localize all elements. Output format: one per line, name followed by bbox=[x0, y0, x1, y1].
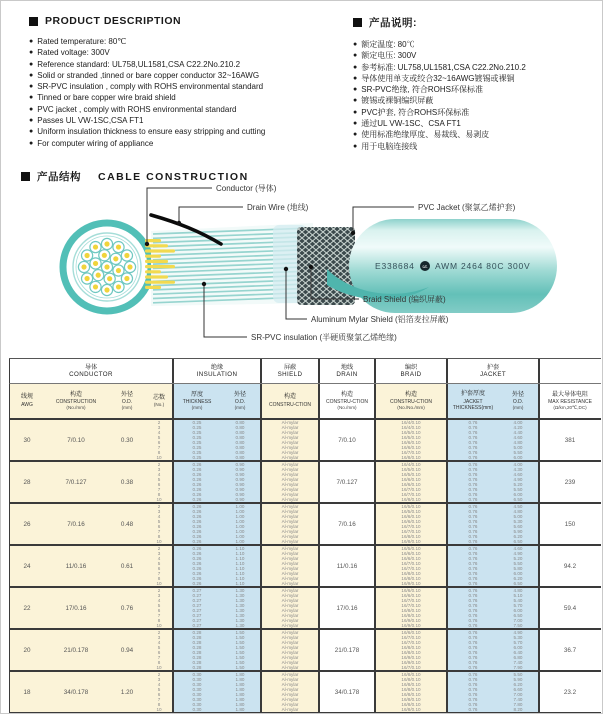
bullet-icon: ● bbox=[29, 71, 34, 79]
bullet-item bbox=[29, 126, 344, 137]
table-row bbox=[10, 628, 601, 670]
cell-awg: 22 bbox=[23, 604, 31, 612]
bullet-text: For computer wiring of appliance bbox=[37, 138, 154, 148]
cell-conductor-od: 0.38 bbox=[120, 478, 134, 486]
group-braid: 编织 BRAID bbox=[376, 359, 448, 383]
cell-awg: 26 bbox=[23, 520, 31, 528]
header-ins-od: 外径 O.D. (mm) bbox=[233, 391, 246, 410]
product-description-cn-title bbox=[353, 15, 598, 30]
bullet-icon: ● bbox=[353, 86, 358, 94]
bullet-item bbox=[29, 36, 344, 47]
cell-cores: 2 3 4 5 6 7 8 10 bbox=[156, 462, 162, 502]
bullet-text: Rated voltage: 300V bbox=[37, 48, 110, 58]
cell-construction: 7/0.10 bbox=[67, 436, 85, 444]
product-description-title-text: PRODUCT DESCRIPTION bbox=[45, 15, 182, 27]
table-row bbox=[10, 502, 601, 544]
header-jacket-thickness: 护套厚度 JACKET THICKNESS(mm) bbox=[452, 391, 494, 411]
section-square-icon bbox=[29, 17, 38, 26]
bullet-icon: ● bbox=[353, 120, 358, 128]
cell-resistance: 23.2 bbox=[563, 688, 577, 696]
bullet-item bbox=[29, 81, 344, 92]
bullet-icon: ● bbox=[29, 128, 34, 136]
cable-construction-diagram bbox=[1, 170, 603, 358]
table-row bbox=[10, 586, 601, 628]
cell-jacket-od: 4.90 5.30 5.70 6.00 6.40 6.80 7.40 7.90 bbox=[513, 630, 523, 670]
spec-table-rows bbox=[9, 420, 601, 714]
cell-jacket-thickness: 0.76 0.76 0.76 0.76 0.76 0.76 0.76 0.76 bbox=[468, 630, 478, 670]
bullet-icon: ● bbox=[353, 74, 358, 82]
bullet-item bbox=[353, 129, 598, 140]
bullet-text: 导体使用单支或绞合32~16AWG镀锡或裸铜 bbox=[361, 73, 515, 83]
bullet-item bbox=[29, 104, 344, 115]
cell-resistance: 36.7 bbox=[563, 646, 577, 654]
bullet-text: 用于电脑连接线 bbox=[361, 141, 418, 151]
bullet-item bbox=[353, 84, 598, 95]
cell-braid: 16/6/0.10 16/6/0.10 16/7/0.10 16/7/0.10 16/8/0.10 16/8/0.10 16/9/0.10 16/9/0.10 bbox=[401, 588, 421, 628]
cell-conductor-od: 0.30 bbox=[120, 436, 134, 444]
bullet-item bbox=[29, 59, 344, 70]
bullet-text: 额定电压: 300V bbox=[361, 51, 417, 61]
cell-ins-od: 1.50 1.50 1.50 1.50 1.50 1.50 1.50 1.50 bbox=[235, 630, 245, 670]
header-resistance: 最大导体电阻 MAX RESISTANCE (Ω/km,20℃,DC) bbox=[548, 391, 592, 410]
cell-awg: 24 bbox=[23, 562, 31, 570]
cell-awg: 20 bbox=[23, 646, 31, 654]
header-conductor-od: 外径 O.D. (mm) bbox=[120, 391, 133, 410]
cell-shield: Al-mylar Al-mylar Al-mylar Al-mylar Al-mylar Al-mylar Al-mylar Al-mylar bbox=[281, 588, 299, 628]
bullet-icon: ● bbox=[353, 131, 358, 139]
bullet-item bbox=[29, 92, 344, 103]
bullet-icon: ● bbox=[353, 142, 358, 150]
table-sub-header bbox=[9, 384, 601, 420]
bullet-icon: ● bbox=[29, 60, 34, 68]
cell-jacket-thickness: 0.76 0.76 0.76 0.76 0.76 0.76 0.76 0.76 bbox=[468, 588, 478, 628]
bullet-icon: ● bbox=[29, 94, 34, 102]
construction-title-cn: 产品结构 bbox=[37, 171, 81, 183]
cell-drain: 7/0.10 bbox=[338, 436, 356, 444]
label-conductor: Conductor (导体) bbox=[216, 184, 277, 193]
bullet-text: Passes UL VW-1SC,CSA FT1 bbox=[37, 116, 144, 126]
cell-braid: 16/4/0.10 16/4/0.10 16/5/0.10 16/5/0.10 16/6/0.10 16/6/0.10 16/7/0.10 16/8/0.10 bbox=[401, 420, 421, 460]
cell-conductor-od: 0.48 bbox=[120, 520, 134, 528]
header-awg: 线规 AWG bbox=[20, 394, 33, 408]
header-ins-thickness: 厚度 THICKNESS (mm) bbox=[182, 391, 212, 410]
cell-construction: 34/0.178 bbox=[63, 688, 89, 696]
cell-cores: 2 3 4 5 6 7 8 10 bbox=[156, 588, 162, 628]
cell-cores: 2 3 4 5 6 7 8 10 bbox=[156, 504, 162, 544]
bullet-item bbox=[353, 62, 598, 73]
cell-shield: Al-mylar Al-mylar Al-mylar Al-mylar Al-mylar Al-mylar Al-mylar Al-mylar bbox=[281, 630, 299, 670]
group-drain: 地线 DRAIN bbox=[320, 359, 376, 383]
bullet-text: 参考标准: UL758,UL1581,CSA C22.2No.210.2 bbox=[361, 62, 526, 72]
cell-ins-thickness: 0.28 0.28 0.28 0.28 0.28 0.28 0.28 0.28 bbox=[192, 630, 202, 670]
bullet-text: PVC护套, 符合ROHS环保标准 bbox=[361, 107, 470, 117]
label-drain-wire: Drain Wire (地线) bbox=[247, 203, 309, 212]
bullet-icon: ● bbox=[353, 41, 358, 48]
cell-conductor-od: 0.94 bbox=[120, 646, 134, 654]
cell-jacket-thickness: 0.76 0.76 0.76 0.76 0.76 0.76 0.76 0.76 bbox=[468, 672, 478, 712]
bullet-text: 额定温度: 80℃ bbox=[361, 40, 415, 49]
cell-jacket-thickness: 0.76 0.76 0.76 0.76 0.76 0.76 0.76 0.76 bbox=[468, 420, 478, 460]
cell-ins-thickness: 0.26 0.26 0.26 0.26 0.26 0.26 0.26 0.26 bbox=[192, 546, 202, 586]
cell-ins-od: 0.80 0.80 0.80 0.80 0.80 0.80 0.80 0.80 bbox=[235, 420, 245, 460]
bullet-text: 使用标准绝缘厚度、易裁线、易剥皮 bbox=[361, 130, 490, 140]
bullet-item bbox=[353, 39, 598, 50]
label-braid-shield: Braid Shield (编织屏蔽) bbox=[363, 295, 446, 304]
bullet-text: SR-PVC绝缘, 符合ROHS环保标准 bbox=[361, 85, 484, 95]
bullet-text: Rated temperature: 80℃ bbox=[37, 37, 127, 46]
group-resistance-spacer bbox=[540, 359, 600, 383]
cell-ins-od: 1.80 1.80 1.80 1.80 1.80 1.80 1.80 1.80 bbox=[235, 672, 245, 712]
bullet-icon: ● bbox=[29, 117, 34, 125]
cell-ins-od: 0.90 0.90 0.90 0.90 0.90 0.90 0.90 0.90 bbox=[235, 462, 245, 502]
ul-mark-icon bbox=[420, 261, 430, 271]
bullet-text: Reference standard: UL758,UL1581,CSA C22.2No.210.2 bbox=[37, 59, 241, 69]
bullet-icon: ● bbox=[353, 52, 358, 60]
cell-drain: 11/0.16 bbox=[336, 562, 358, 570]
cell-cores: 2 3 4 5 6 7 8 10 bbox=[156, 672, 162, 712]
table-row bbox=[10, 420, 601, 460]
cell-construction: 7/0.127 bbox=[65, 478, 87, 486]
cell-awg: 30 bbox=[23, 436, 31, 444]
header-braid-construction: 构造 CONSTRU-CTION (No./No./mm) bbox=[390, 391, 432, 410]
cell-drain: 34/0.178 bbox=[334, 688, 360, 696]
cell-cores: 2 3 4 5 6 7 8 10 bbox=[156, 420, 162, 460]
svg-text:UL: UL bbox=[422, 264, 428, 269]
cell-drain: 17/0.16 bbox=[336, 604, 358, 612]
cell-jacket-od: 4.00 4.20 4.40 4.60 4.80 5.00 5.50 6.00 bbox=[513, 420, 523, 460]
bullet-text: 通过UL VW-1SC、CSA FT1 bbox=[361, 119, 461, 129]
cell-resistance: 94.2 bbox=[563, 562, 577, 570]
jacket-print-spec: AWM 2464 80C 300V bbox=[435, 261, 531, 271]
cell-braid: 16/8/0.10 16/8/0.10 16/8/0.10 16/8/0.10 16/8/0.10 16/8/0.10 16/8/0.10 16/8/0.10 bbox=[401, 672, 421, 712]
product-description-cn-list bbox=[353, 39, 598, 152]
header-shield-construction: 构造 CONSTRU-CTION bbox=[269, 394, 311, 408]
cell-ins-thickness: 0.26 0.26 0.26 0.26 0.26 0.26 0.26 0.26 bbox=[192, 504, 202, 544]
cell-drain: 7/0.16 bbox=[338, 520, 356, 528]
cell-conductor-od: 0.61 bbox=[120, 562, 134, 570]
cell-construction: 17/0.16 bbox=[65, 604, 87, 612]
cell-ins-od: 1.10 1.10 1.10 1.10 1.10 1.10 1.10 1.10 bbox=[235, 546, 245, 586]
table-row bbox=[10, 670, 601, 712]
cell-braid: 16/5/0.10 16/6/0.10 16/6/0.10 16/7/0.10 16/7/0.10 16/8/0.10 16/8/0.10 16/9/0.10 bbox=[401, 546, 421, 586]
group-insulation: 绝缘 INSULATION bbox=[174, 359, 262, 383]
cell-awg: 18 bbox=[23, 688, 31, 696]
cell-construction: 11/0.16 bbox=[65, 562, 87, 570]
table-row bbox=[10, 544, 601, 586]
cell-ins-thickness: 0.30 0.30 0.30 0.30 0.30 0.30 0.30 0.30 bbox=[192, 672, 202, 712]
cell-shield: Al-mylar Al-mylar Al-mylar Al-mylar Al-mylar Al-mylar Al-mylar Al-mylar bbox=[281, 504, 299, 544]
cell-jacket-od: 4.60 4.90 5.20 5.50 5.80 6.00 6.20 6.50 bbox=[513, 546, 523, 586]
header-drain-construction: 构造 CONSTRU-CTION (No./mm) bbox=[326, 391, 368, 410]
product-description-en bbox=[29, 15, 344, 149]
cell-awg: 28 bbox=[23, 478, 31, 486]
cell-shield: Al-mylar Al-mylar Al-mylar Al-mylar Al-mylar Al-mylar Al-mylar Al-mylar bbox=[281, 462, 299, 502]
cell-jacket-od: 4.50 4.80 5.00 5.30 5.60 5.90 6.20 6.50 bbox=[513, 504, 523, 544]
bullet-icon: ● bbox=[29, 38, 34, 45]
bullet-item bbox=[353, 118, 598, 129]
cell-ins-od: 1.00 1.00 1.00 1.00 1.00 1.00 1.00 1.00 bbox=[235, 504, 245, 544]
bullet-icon: ● bbox=[29, 105, 34, 113]
product-description-list bbox=[29, 36, 344, 149]
jacket-print-ul-number: E338684 bbox=[375, 261, 415, 271]
cell-construction: 21/0.178 bbox=[63, 646, 89, 654]
cell-construction: 7/0.16 bbox=[67, 520, 85, 528]
bullet-icon: ● bbox=[29, 83, 34, 91]
cell-shield: Al-mylar Al-mylar Al-mylar Al-mylar Al-mylar Al-mylar Al-mylar Al-mylar bbox=[281, 672, 299, 712]
bullet-item bbox=[353, 107, 598, 118]
bullet-item bbox=[29, 47, 344, 58]
header-jacket-od: 外径 O.D. (mm) bbox=[511, 391, 524, 410]
bullet-icon: ● bbox=[29, 49, 34, 57]
construction-title-en: CABLE CONSTRUCTION bbox=[98, 170, 249, 183]
cell-jacket-od: 4.00 4.30 4.60 4.90 5.20 5.50 6.00 6.50 bbox=[513, 462, 523, 502]
group-conductor: 导体 CONDUCTOR bbox=[10, 359, 174, 383]
group-shield: 屏蔽 SHIELD bbox=[262, 359, 320, 383]
cell-resistance: 150 bbox=[564, 520, 576, 528]
bullet-text: Tinned or bare copper wire braid shield bbox=[37, 93, 176, 103]
cell-shield: Al-mylar Al-mylar Al-mylar Al-mylar Al-mylar Al-mylar Al-mylar Al-mylar bbox=[281, 546, 299, 586]
cell-cores: 2 3 4 5 6 7 8 10 bbox=[156, 630, 162, 670]
bullet-item bbox=[353, 95, 598, 106]
label-pvc-jacket: PVC Jacket (聚氯乙烯护套) bbox=[418, 203, 516, 212]
bullet-text: Solid or stranded ,tinned or bare copper conductor 32~16AWG bbox=[37, 70, 260, 80]
cell-braid: 16/5/0.10 16/5/0.10 16/6/0.10 16/6/0.10 16/7/0.10 16/7/0.10 16/8/0.10 16/8/0.10 bbox=[401, 504, 421, 544]
bullet-item bbox=[353, 141, 598, 152]
bullet-item bbox=[353, 73, 598, 84]
label-aluminum-mylar: Aluminum Mylar Shield (铝箔麦拉屏蔽) bbox=[311, 315, 449, 324]
bullet-text: PVC jacket , comply with ROHS environmental standard bbox=[37, 104, 237, 114]
product-description-title bbox=[29, 15, 344, 27]
cell-ins-od: 1.30 1.30 1.30 1.30 1.30 1.30 1.30 1.30 bbox=[235, 588, 245, 628]
table-row bbox=[10, 460, 601, 502]
label-sr-pvc-insulation: SR-PVC insulation (半硬质聚氯乙烯绝缘) bbox=[251, 333, 397, 342]
cell-jacket-od: 5.50 5.90 6.20 6.60 7.00 7.40 7.80 8.20 bbox=[513, 672, 523, 712]
bullet-item bbox=[29, 70, 344, 81]
cell-conductor-od: 1.20 bbox=[120, 688, 134, 696]
bullet-text: SR-PVC insulation , comply with ROHS environmental standard bbox=[37, 82, 264, 92]
cell-jacket-od: 4.80 5.10 5.40 5.70 6.00 6.50 7.00 7.50 bbox=[513, 588, 523, 628]
cell-ins-thickness: 0.25 0.25 0.25 0.25 0.25 0.25 0.25 0.25 bbox=[192, 420, 202, 460]
cell-jacket-thickness: 0.76 0.76 0.76 0.76 0.76 0.76 0.76 0.76 bbox=[468, 504, 478, 544]
bullet-text: 镀锡或裸铜编织屏蔽 bbox=[361, 96, 434, 106]
bullet-icon: ● bbox=[353, 63, 358, 71]
cell-conductor-od: 0.76 bbox=[120, 604, 134, 612]
section-square-icon bbox=[353, 18, 362, 27]
cell-shield: Al-mylar Al-mylar Al-mylar Al-mylar Al-mylar Al-mylar Al-mylar Al-mylar bbox=[281, 420, 299, 460]
bullet-text: Uniform insulation thickness to ensure easy stripping and cutting bbox=[37, 127, 266, 137]
cell-braid: 16/4/0.10 16/5/0.10 16/5/0.10 16/6/0.10 16/6/0.10 16/7/0.10 16/7/0.10 16/8/0.10 bbox=[401, 462, 421, 502]
cell-resistance: 59.4 bbox=[563, 604, 577, 612]
bullet-icon: ● bbox=[353, 97, 358, 105]
header-construction: 构造 CONSTRUCTION (No./mm) bbox=[55, 391, 97, 410]
header-cores: 芯数 (No.) bbox=[152, 394, 165, 407]
cell-jacket-thickness: 0.76 0.76 0.76 0.76 0.76 0.76 0.76 0.76 bbox=[468, 546, 478, 586]
cell-braid: 16/6/0.10 16/7/0.10 16/7/0.10 16/8/0.10 16/8/0.10 16/9/0.10 16/9/0.10 16/7/0.10 bbox=[401, 630, 421, 670]
cell-cores: 2 3 4 5 6 7 8 10 bbox=[156, 546, 162, 586]
cell-resistance: 239 bbox=[564, 478, 576, 486]
bullet-item bbox=[353, 50, 598, 61]
product-description-cn-title-text: 产品说明: bbox=[369, 17, 417, 29]
cell-ins-thickness: 0.26 0.26 0.26 0.26 0.26 0.26 0.26 0.26 bbox=[192, 462, 202, 502]
bullet-item bbox=[29, 138, 344, 149]
product-description-cn bbox=[353, 15, 598, 152]
specification-table bbox=[9, 358, 601, 714]
cross-section-icon bbox=[63, 223, 151, 311]
cell-resistance: 381 bbox=[564, 436, 576, 444]
group-jacket: 护套 JACKET bbox=[448, 359, 540, 383]
cell-drain: 21/0.178 bbox=[334, 646, 360, 654]
table-group-header bbox=[9, 359, 601, 384]
cell-ins-thickness: 0.27 0.27 0.27 0.27 0.27 0.27 0.27 0.27 bbox=[192, 588, 202, 628]
bullet-item bbox=[29, 115, 344, 126]
cell-jacket-thickness: 0.76 0.76 0.76 0.76 0.76 0.76 0.76 0.76 bbox=[468, 462, 478, 502]
cell-drain: 7/0.127 bbox=[336, 478, 358, 486]
bullet-icon: ● bbox=[353, 108, 358, 116]
bullet-icon: ● bbox=[29, 139, 34, 147]
